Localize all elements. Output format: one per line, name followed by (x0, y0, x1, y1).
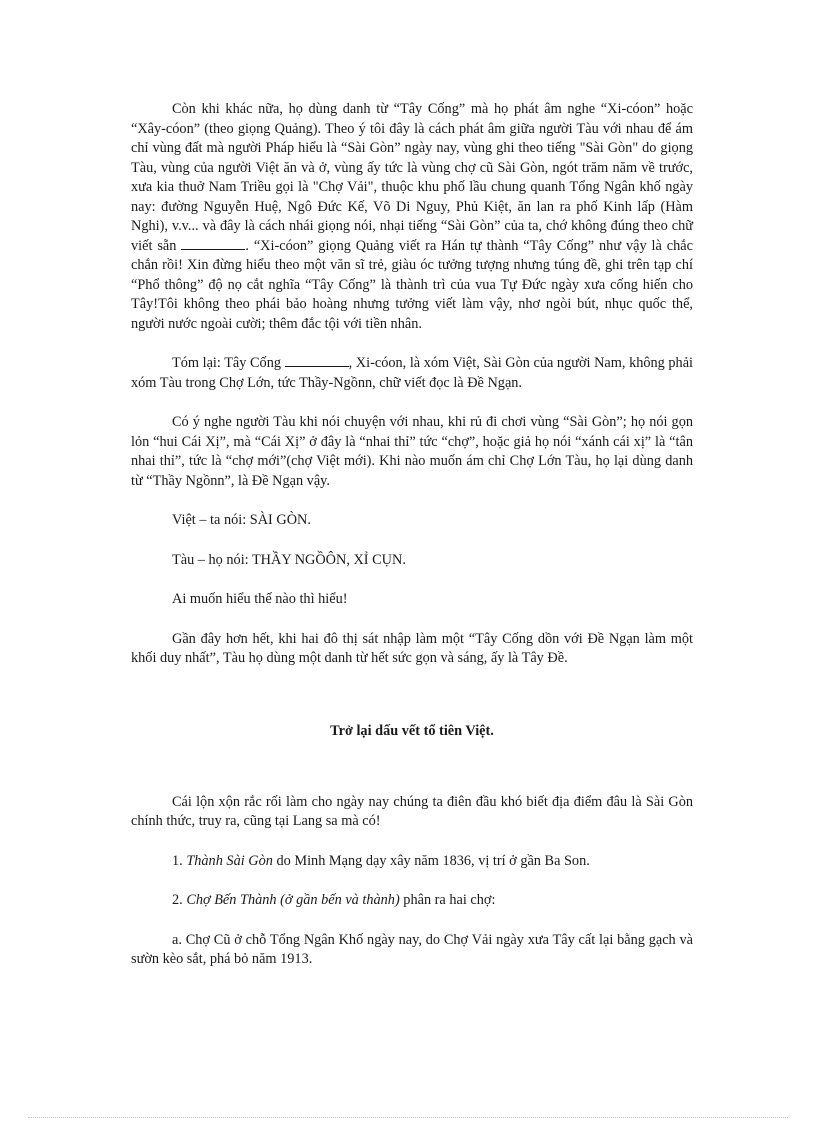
list-number: 2. (172, 892, 183, 908)
text: Tóm lại: Tây Cống (172, 355, 282, 371)
list-item-2 (131, 891, 693, 911)
paragraph-understand: Ai muốn hiểu thế nào thì hiểu! (172, 591, 348, 607)
paragraph-merger: Gần đây hơn hết, khi hai đô thị sát nhập làm một “Tây Cống dồn với Đề Ngạn làm một khối duy nhất”, Tàu họ dùng một danh từ hết sức gọn và sáng, ấy là Tây Đề. (131, 630, 693, 666)
text: do Minh Mạng dạy xây năm 1836, vị trí ở gần Ba Son. (276, 852, 590, 869)
paragraph-tay-cong (131, 100, 693, 334)
text: Còn khi khác nữa, họ dùng danh từ “Tây Cống” mà họ phát âm nghe “Xi-cóon” hoặc “Xây-cóon” (theo giọng Quảng). Theo ý tôi đây là cách phát âm giữa người Tàu với nhau để ám chỉ vùng đất mà người Pháp hiểu là “Sài Gòn” ngày nay, vùng ghi theo tiếng "Sài Gòn" do giọng Tàu, vùng của người Việt ăn và ở, vùng ấy tức là vùng chợ cũ Sài Gòn, ngót trăm năm về trước, xưa kia thuở Nam Triều gọi là "Chợ Vải", thuộc khu phố lầu chung quanh Tổng Ngân khố ngày nay: đường Nguyễn Huệ, Ngô Đức Kế, Võ Di Nguy, Phủ Kiệt, ăn lan ra phố Kinh lấp (Hàm Nghi), v.v... và đây là cách nhái giọng nói, nhại tiếng “Sài Gòn” của ta, chớ không đúng theo chữ viết sẵn (131, 101, 693, 254)
emphasis-text: Chợ Bến Thành (ở gần bến và thành) (186, 892, 400, 908)
paragraph-chinese-speech: Có ý nghe người Tàu khi nói chuyện với nhau, khi rủ đi chơi vùng “Sài Gòn”; họ nói gọn lỏn “hui Cái Xị”, mà “Cái Xị” ở đây là “nhai thỉ” tức “chợ”, hoặc giả họ nói “xánh cái xị” là “tân nhai thỉ”, tức là “chợ mới”(chợ Việt mới). Khi nào muốn ám chỉ Chợ Lớn Tàu, họ lại dùng danh từ “Thầy Ngồnn”, là Đề Ngạn vậy. (131, 414, 693, 489)
document-body (131, 100, 693, 990)
blank-line (285, 354, 349, 367)
text: . “Xi-cóon” giọng Quảng viết ra Hán tự thành “Tây Cống” như vậy là chắc chắn rồi! Xin đừng hiểu theo một văn sĩ trẻ, giàu óc tưởng tượng nhưng túng đề, ghi trên tạp chí “Phổ thông” độ nọ cắt nghĩa “Tây Cống” là thành trì của vua Tự Đức ngày xưa cống hiến cho Tây!Tôi không theo phái bảo hoàng nhưng tưởng viết làm vậy, nhơ ngòi bút, nhục quốc thể, người nước ngoài cười; thêm đắc tội với tiền nhân. (131, 237, 693, 332)
list-item-1 (131, 852, 693, 872)
page-bottom-divider (28, 1117, 788, 1118)
section-heading: Trở lại dấu vết tổ tiên Việt. (330, 722, 494, 739)
list-number: 1. (172, 852, 183, 869)
emphasis-text: Thành Sài Gòn (186, 852, 273, 869)
text: phân ra hai chợ: (403, 892, 496, 908)
paragraph-summary (131, 354, 693, 393)
paragraph-confusion: Cái lộn xộn rắc rối làm cho ngày nay chúng ta điên đầu khó biết địa điểm đâu là Sài Gòn chính thức, truy ra, cũng tại Lang sa mà có! (131, 793, 693, 829)
text: , Xi-cóon, là xóm Việt, Sài Gòn của người Nam, không phải xóm Tàu trong Chợ Lớn, tức Thầy-Ngồnn, chữ viết đọc là Đề Ngạn. (131, 355, 694, 391)
blank-line (181, 237, 245, 250)
paragraph-chinese-says: Tàu – họ nói: THẦY NGỒÔN, XỈ CỤN. (172, 551, 406, 568)
paragraph-viet-says: Việt – ta nói: SÀI GÒN. (172, 512, 311, 528)
list-item-a: a. Chợ Cũ ở chỗ Tổng Ngân Khố ngày nay, do Chợ Vải ngày xưa Tây cất lại bằng gạch và sườn kèo sắt, phá bỏ năm 1913. (131, 931, 693, 967)
